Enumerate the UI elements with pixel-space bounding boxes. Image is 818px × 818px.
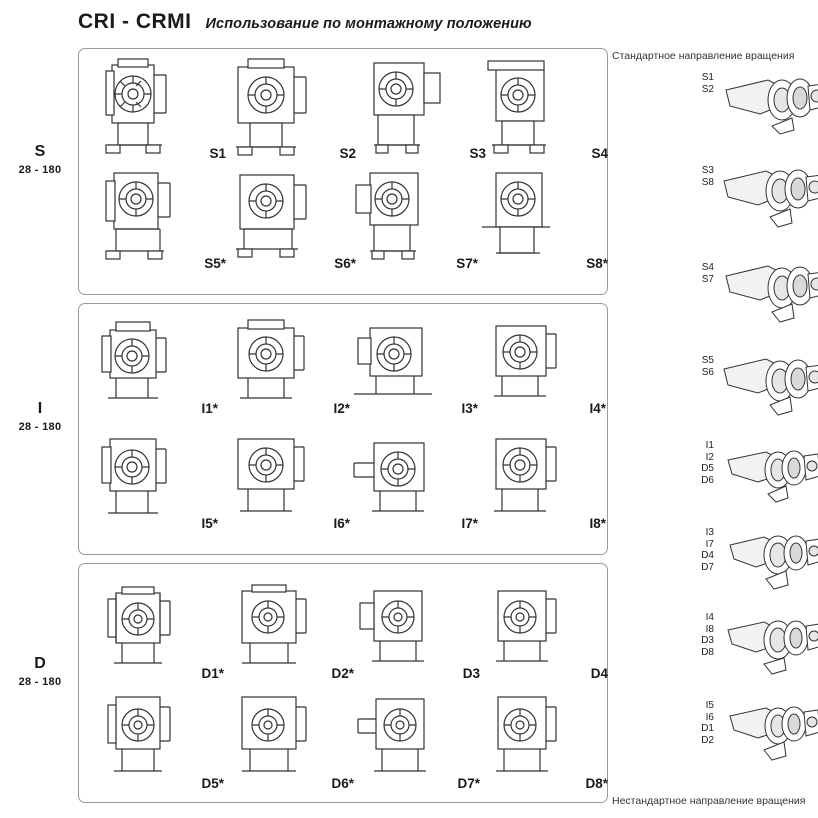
position-label-d6: D6* bbox=[331, 776, 354, 791]
rotation-label: I2 bbox=[705, 451, 714, 463]
position-label-s2: S2 bbox=[339, 146, 356, 161]
rotation-label: S4 bbox=[701, 262, 714, 273]
position-cell-i2 bbox=[212, 310, 352, 418]
group-label-s bbox=[10, 143, 70, 176]
rotation-label: D1 bbox=[701, 723, 714, 734]
position-label-i6: I6* bbox=[333, 516, 350, 531]
rotation-label: S2 bbox=[701, 83, 714, 95]
position-cell-s1 bbox=[88, 55, 228, 163]
position-label-i4: I4* bbox=[589, 401, 606, 416]
position-cell-d5 bbox=[86, 685, 226, 793]
rotation-labels-i3-i7-d4-d7 bbox=[680, 527, 714, 573]
rotation-labels-i5-i6-d1-d2 bbox=[680, 700, 714, 746]
rotation-label: S6 bbox=[701, 366, 714, 378]
position-label-s3: S3 bbox=[469, 146, 486, 161]
position-cell-d8 bbox=[470, 685, 610, 793]
rotation-label: D3 bbox=[701, 635, 714, 646]
position-cell-i5 bbox=[80, 425, 220, 533]
rotation-item-i5-i6-d1-d2 bbox=[680, 700, 818, 774]
rotation-label: I7 bbox=[705, 538, 714, 550]
position-cell-i8 bbox=[468, 425, 608, 533]
rotation-labels-s5-s6 bbox=[680, 355, 714, 378]
position-label-d4: D4 bbox=[590, 666, 608, 681]
group-letter-s: S bbox=[34, 143, 46, 160]
rotation-item-i4-i8-d3-d8 bbox=[680, 612, 818, 686]
position-label-d5: D5* bbox=[201, 776, 224, 791]
position-cell-i6 bbox=[212, 425, 352, 533]
rotation-note-nonstandard: Нестандартное направление вращения bbox=[612, 795, 806, 807]
position-cell-d2 bbox=[216, 575, 356, 683]
rotation-label: I5 bbox=[705, 700, 714, 711]
rotation-item-s5-s6 bbox=[680, 355, 818, 429]
group-label-i bbox=[10, 400, 70, 433]
page-header bbox=[78, 10, 532, 34]
position-label-i2: I2* bbox=[333, 401, 350, 416]
rotation-label: I3 bbox=[705, 527, 714, 538]
group-range-i: 28 - 180 bbox=[18, 421, 62, 433]
position-cell-i4 bbox=[468, 310, 608, 418]
position-label-s8: S8* bbox=[586, 256, 608, 271]
position-cell-s5 bbox=[88, 165, 228, 273]
page-title: CRI - CRMI bbox=[78, 10, 192, 33]
group-range-s: 28 - 180 bbox=[18, 164, 62, 176]
rotation-label: I4 bbox=[705, 612, 714, 623]
rotation-item-s3-s8 bbox=[680, 165, 818, 239]
position-cell-s4 bbox=[470, 55, 610, 163]
rotation-item-s4-s7 bbox=[680, 262, 818, 336]
group-label-d bbox=[10, 655, 70, 688]
rotation-label: I6 bbox=[705, 711, 714, 723]
position-label-s4: S4 bbox=[591, 146, 608, 161]
position-cell-d7 bbox=[342, 685, 482, 793]
position-label-i7: I7* bbox=[461, 516, 478, 531]
rotation-labels-i1-i2-d5-d6 bbox=[680, 440, 714, 486]
rotation-item-i1-i2-d5-d6 bbox=[680, 440, 818, 514]
position-label-d7: D7* bbox=[457, 776, 480, 791]
rotation-label: D6 bbox=[701, 474, 714, 486]
rotation-label: I8 bbox=[705, 623, 714, 635]
group-letter-d: D bbox=[34, 655, 46, 672]
rotation-label: D4 bbox=[701, 550, 714, 561]
position-label-i8: I8* bbox=[589, 516, 606, 531]
rotation-item-i3-i7-d4-d7 bbox=[680, 527, 818, 601]
rotation-item-s1-s2 bbox=[680, 72, 818, 146]
position-cell-d1 bbox=[86, 575, 226, 683]
position-cell-d4 bbox=[470, 575, 610, 683]
rotation-label: S8 bbox=[701, 176, 714, 188]
rotation-label: S7 bbox=[701, 273, 714, 285]
rotation-note-standard: Стандартное направление вращения bbox=[612, 50, 795, 62]
rotation-labels-i4-i8-d3-d8 bbox=[680, 612, 714, 658]
position-label-i1: I1* bbox=[201, 401, 218, 416]
rotation-label: I1 bbox=[705, 440, 714, 451]
position-cell-s7 bbox=[340, 165, 480, 273]
rotation-labels-s4-s7 bbox=[680, 262, 714, 285]
position-cell-d3 bbox=[342, 575, 482, 683]
position-label-s5: S5* bbox=[204, 256, 226, 271]
position-cell-i1 bbox=[80, 310, 220, 418]
position-label-d2: D2* bbox=[331, 666, 354, 681]
position-cell-s2 bbox=[218, 55, 358, 163]
rotation-labels-s1-s2 bbox=[680, 72, 714, 95]
position-cell-s8 bbox=[470, 165, 610, 273]
position-label-s1: S1 bbox=[209, 146, 226, 161]
group-letter-i: I bbox=[37, 400, 43, 417]
rotation-label: D5 bbox=[701, 463, 714, 474]
position-cell-i7 bbox=[340, 425, 480, 533]
position-cell-d6 bbox=[216, 685, 356, 793]
rotation-label: S1 bbox=[701, 72, 714, 83]
position-label-s6: S6* bbox=[334, 256, 356, 271]
position-label-d1: D1* bbox=[201, 666, 224, 681]
rotation-label: S3 bbox=[701, 165, 714, 176]
position-label-s7: S7* bbox=[456, 256, 478, 271]
position-cell-s3 bbox=[348, 55, 488, 163]
rotation-labels-s3-s8 bbox=[680, 165, 714, 188]
rotation-label: D2 bbox=[701, 734, 714, 746]
position-cell-s6 bbox=[218, 165, 358, 273]
position-cell-i3 bbox=[340, 310, 480, 418]
rotation-label: D8 bbox=[701, 646, 714, 658]
position-label-d3: D3 bbox=[462, 666, 480, 681]
position-label-i5: I5* bbox=[201, 516, 218, 531]
page-subtitle: Использование по монтажному положению bbox=[205, 16, 532, 32]
position-label-i3: I3* bbox=[461, 401, 478, 416]
position-label-d8: D8* bbox=[585, 776, 608, 791]
rotation-label: S5 bbox=[701, 355, 714, 366]
rotation-label: D7 bbox=[701, 561, 714, 573]
group-range-d: 28 - 180 bbox=[18, 676, 62, 688]
